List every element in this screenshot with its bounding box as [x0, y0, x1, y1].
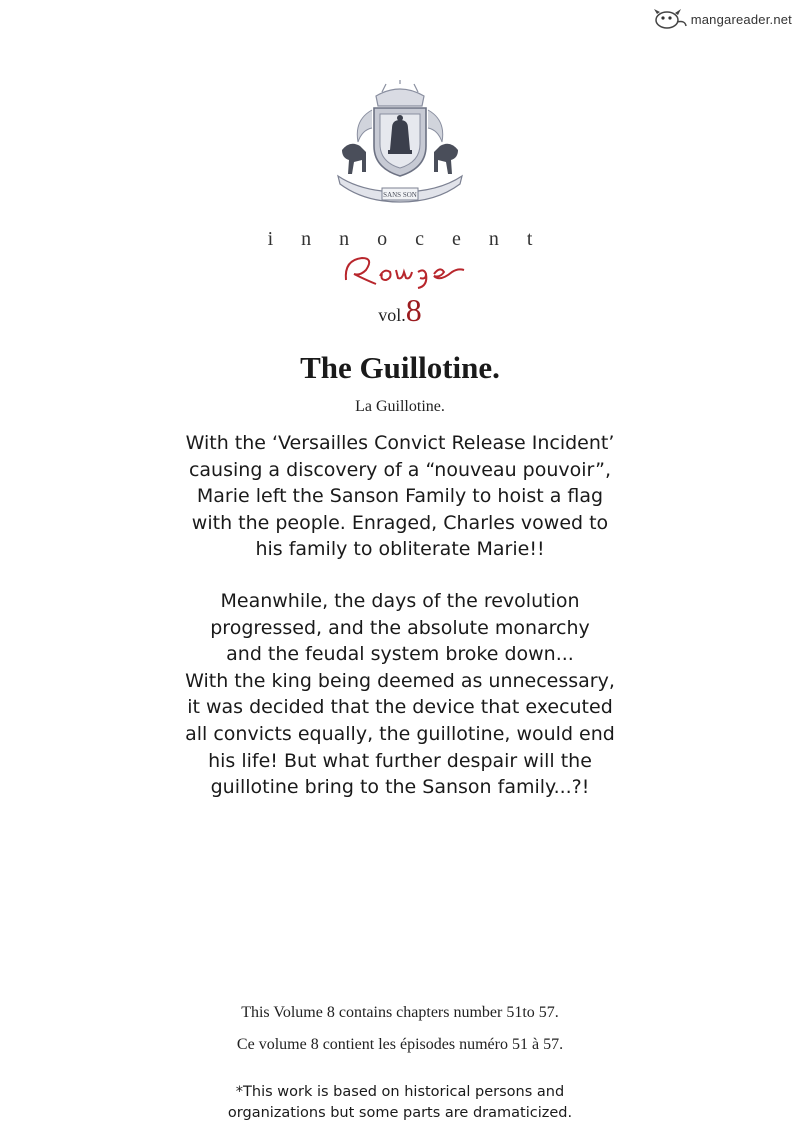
summary-line: all convicts equally, the guillotine, would end: [185, 722, 615, 745]
summary-line: causing a discovery of a “nouveau pouvoir”,: [188, 458, 612, 481]
watermark: [653, 8, 792, 30]
book-title: The Guillotine.: [300, 350, 500, 385]
mascot-icon: [653, 8, 687, 30]
chapters-note-english: This Volume 8 contains chapters number 51to 57.: [241, 1004, 559, 1021]
disclaimer-line: *This work is based on historical persons and: [235, 1084, 565, 1100]
summary-line: Marie left the Sanson Family to hoist a flag: [196, 485, 604, 508]
summary-paragraph-2: [150, 588, 650, 801]
volume-label: [0, 292, 800, 329]
summary-line: and the feudal system broke down...: [226, 643, 574, 666]
summary-line: With the king being deemed as unnecessary,: [185, 669, 615, 692]
summary-line: progressed, and the absolute monarchy: [210, 616, 590, 639]
watermark-text: mangareader.net: [690, 11, 792, 27]
book-title-french: La Guillotine.: [355, 398, 445, 415]
summary-line: with the people. Enraged, Charles vowed to: [191, 511, 609, 534]
disclaimer: [0, 1082, 800, 1124]
chapters-note-french: Ce volume 8 contient les épisodes numéro 51 à 57.: [236, 1036, 564, 1053]
series-subtitle-script: [340, 250, 470, 290]
coat-of-arms-icon: [332, 80, 468, 206]
summary-line: his life! But what further despair will the: [208, 749, 592, 772]
volume-number: 8: [405, 292, 422, 328]
disclaimer-line: organizations but some parts are dramaticized.: [227, 1105, 573, 1121]
crest-motto: SANS SON: [383, 191, 417, 199]
volume-prefix: vol.: [378, 305, 406, 325]
summary-line: With the ‘Versailles Convict Release Incident’: [185, 432, 615, 454]
summary-paragraph-1: [150, 430, 650, 563]
summary-line: guillotine bring to the Sanson family...?!: [210, 776, 590, 799]
summary-line: it was decided that the device that executed: [187, 696, 613, 719]
series-title: innocent: [267, 228, 561, 250]
summary-line: Meanwhile, the days of the revolution: [220, 590, 580, 612]
summary-line: his family to obliterate Marie!!: [255, 538, 545, 561]
